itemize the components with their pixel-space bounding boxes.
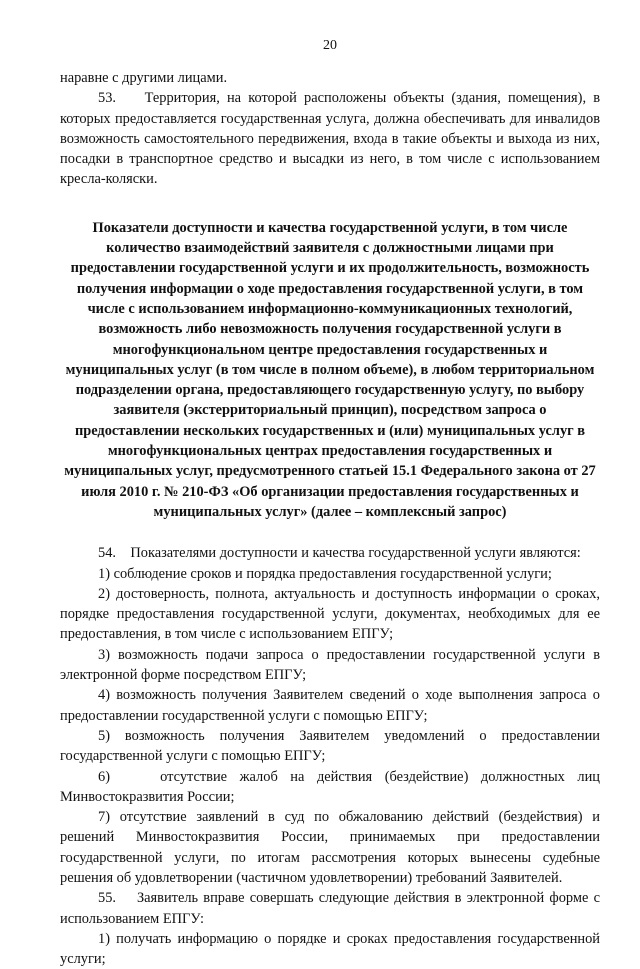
section-heading: Показатели доступности и качества государственной услуги, в том числе количество взаимодействий заявителя с должностными лицами при предоставлении государственной услуги и их продолжительность, возможность получения информации о ходе предоставления государственной услуги, в том числе с использованием информационно-коммуникационных технологий, возможность либо невозможность получения государственной услуги в многофункциональном центре предоставления государственных и муниципальных услуг (в том числе в полном объеме), в любом территориальном подразделении органа, предоставляющего государственную услугу, по выбору заявителя (экстерриториальный принцип), посредством запроса о предоставлении нескольких государственных и (или) муниципальных услуг в многофункциональных центрах предоставления государственных и муниципальных услуг, предусмотренного статьей 15.1 Федерального закона от 27 июля 2010 г. № 210-ФЗ «Об организации предоставления государственных и муниципальных услуг» (далее – комплексный запрос) bbox=[64, 219, 596, 520]
paragraph-53: 53. Территория, на которой расположены объекты (здания, помещения), в которых предоставляется государственная услуга, должна обеспечивать для инвалидов возможность самостоятельного передвижения, входа в такие объекты и выхода из них, посадки в транспортное средство и высадки из него, в том числе с использованием кресла-коляски. bbox=[60, 90, 600, 188]
list-item-54-2: 2) достоверность, полнота, актуальность и доступность информации о сроках, порядке предоставления государственной услуги, документах, необходимых для ее предоставления, в том числе с использованием ЕПГУ; bbox=[60, 585, 600, 643]
list-item-54-7: 7) отсутствие заявлений в суд по обжалованию действий (бездействия) и решений Минвостокразвития России, принимаемых при предоставлении государственной услуги, по итогам рассмотрения которых вынесены судебные решения об удовлетворении (частичном удовлетворении) требований Заявителей. bbox=[60, 809, 600, 886]
paragraph-55: 55. Заявитель вправе совершать следующие действия в электронной форме с использованием ЕПГУ: bbox=[60, 890, 600, 927]
list-item-54-4: 4) возможность получения Заявителем сведений о ходе выполнения запроса о предоставлении государственной услуги с помощью ЕПГУ; bbox=[60, 687, 600, 724]
paragraph-54: 54. Показателями доступности и качества государственной услуги являются: bbox=[98, 545, 581, 562]
list-item-54-1: 1) соблюдение сроков и порядка предоставления государственной услуги; bbox=[98, 565, 552, 582]
list-item-54-6: 6) отсутствие жалоб на действия (бездействие) должностных лиц Минвостокразвития России; bbox=[60, 768, 600, 805]
document-body bbox=[60, 68, 600, 969]
list-item-54-3: 3) возможность подачи запроса о предоставлении государственной услуги в электронной форме посредством ЕПГУ; bbox=[60, 646, 600, 684]
page-number: 20 bbox=[323, 38, 337, 53]
list-item-54-5: 5) возможность получения Заявителем уведомлений о предоставлении государственной услуги с помощью ЕПГУ; bbox=[60, 727, 600, 765]
paragraph-continuation: наравне с другими лицами. bbox=[60, 70, 228, 86]
list-item-55-1: 1) получать информацию о порядке и сроках предоставления государственной услуги; bbox=[60, 930, 600, 968]
